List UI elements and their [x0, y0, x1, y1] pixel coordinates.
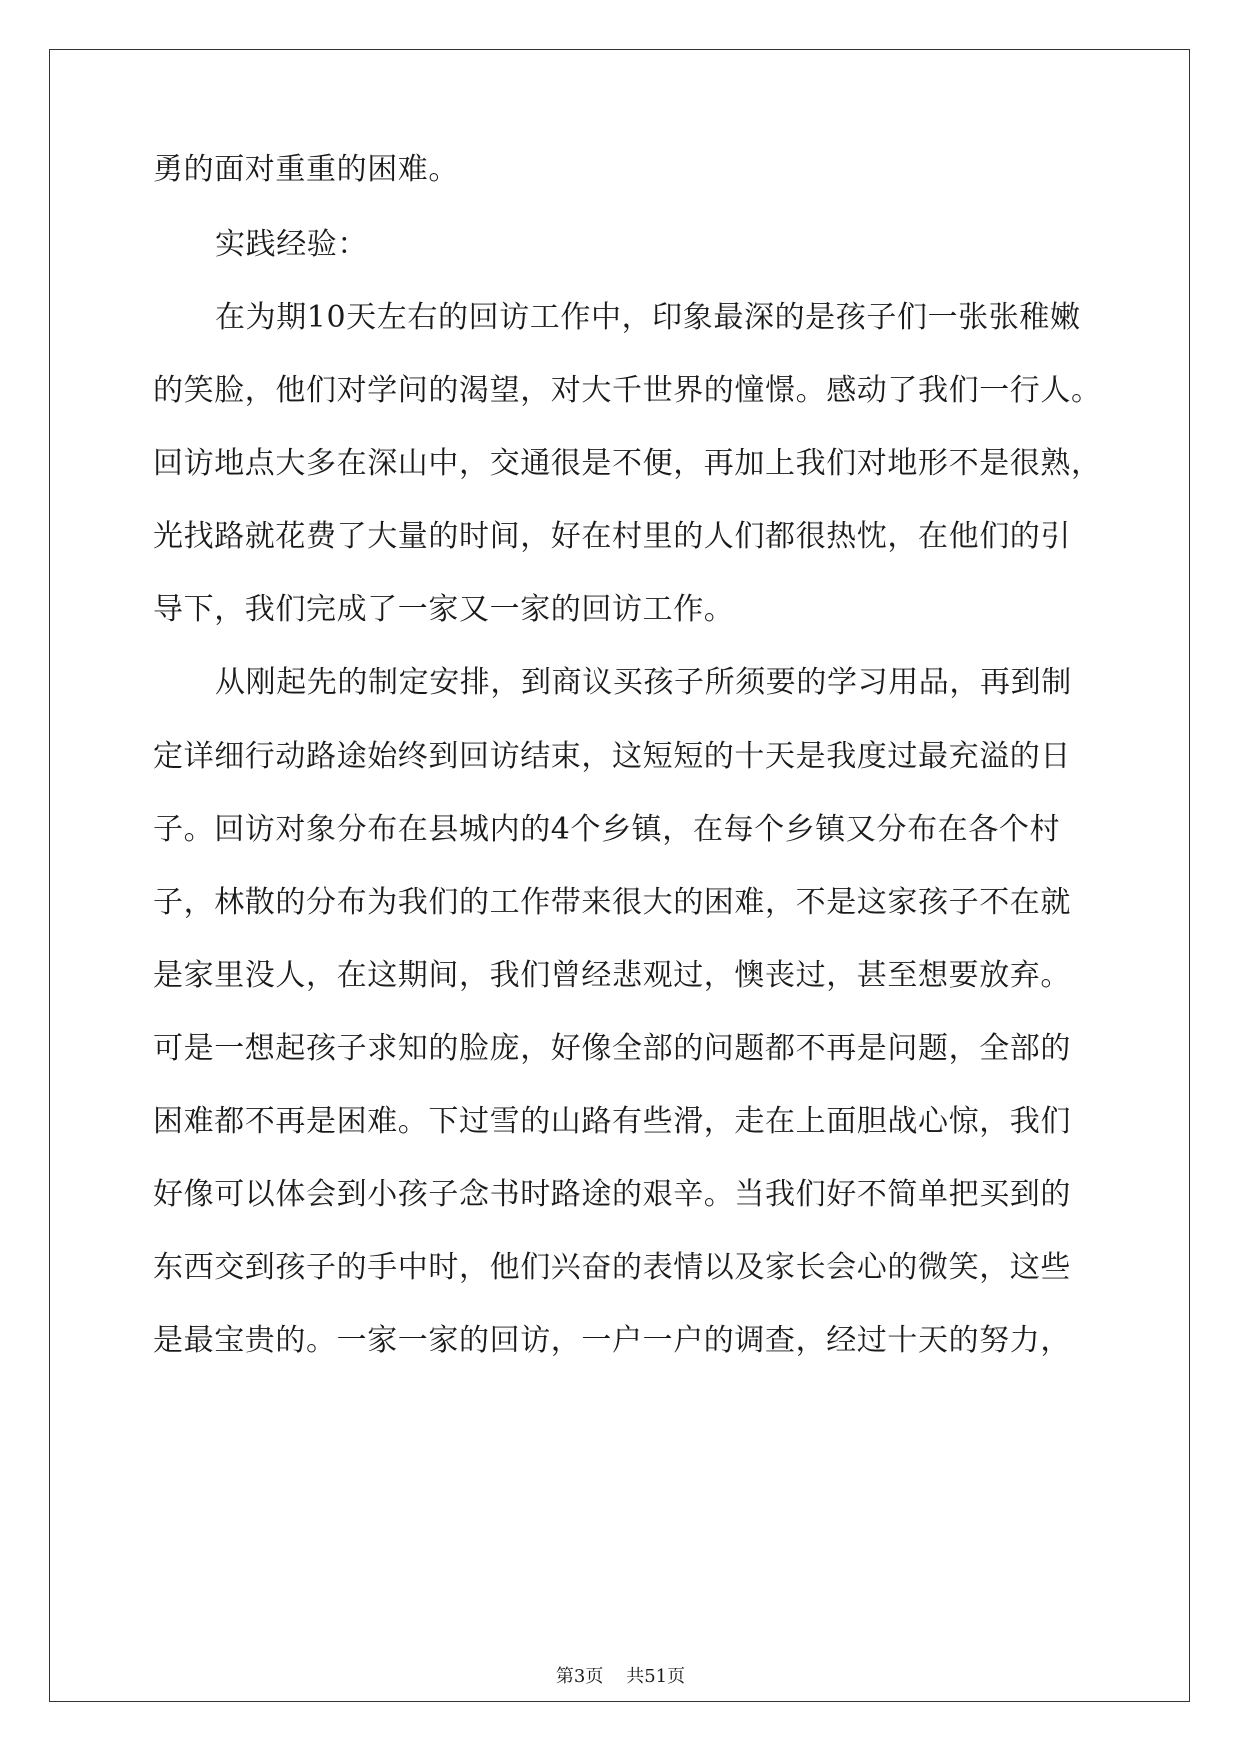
text-line: 从刚起先的制定安排，到商议买孩子所须要的学习用品，再到制 [215, 665, 1072, 700]
page-border [49, 49, 1190, 1702]
text-line: 定详细行动路途始终到回访结束，这短短的十天是我度过最充溢的日 [153, 739, 1071, 774]
text-line: 的笑脸，他们对学问的渴望，对大千世界的憧憬。感动了我们一行人。 [153, 373, 1102, 408]
text-line: 导下，我们完成了一家又一家的回访工作。 [153, 592, 735, 627]
section-heading: 实践经验： [215, 227, 368, 262]
text-line: 勇的面对重重的困难。 [153, 152, 459, 187]
page-footer [0, 1665, 1241, 1689]
page-number: 第3页 [555, 1666, 604, 1687]
text-line: 困难都不再是困难。下过雪的山路有些滑，走在上面胆战心惊，我们 [153, 1104, 1071, 1139]
text-line: 回访地点大多在深山中，交通很是不便，再加上我们对地形不是很熟， [153, 446, 1102, 481]
text-line: 好像可以体会到小孩子念书时路途的艰辛。当我们好不简单把买到的 [153, 1177, 1071, 1212]
page-total: 共51页 [626, 1666, 686, 1687]
text-line: 是最宝贵的。一家一家的回访，一户一户的调查，经过十天的努力， [153, 1323, 1071, 1358]
text-line: 子，林散的分布为我们的工作带来很大的困难，不是这家孩子不在就 [153, 885, 1071, 920]
text-line: 东西交到孩子的手中时，他们兴奋的表情以及家长会心的微笑，这些 [153, 1250, 1071, 1285]
text-line: 子。回访对象分布在县城内的4个乡镇，在每个乡镇又分布在各个村 [153, 812, 1061, 847]
text-line: 在为期10天左右的回访工作中，印象最深的是孩子们一张张稚嫩 [215, 300, 1081, 335]
text-line: 是家里没人，在这期间，我们曾经悲观过，懊丧过，甚至想要放弃。 [153, 958, 1071, 993]
text-line: 可是一想起孩子求知的脸庞，好像全部的问题都不再是问题，全部的 [153, 1031, 1071, 1066]
text-line: 光找路就花费了大量的时间，好在村里的人们都很热忱，在他们的引 [153, 519, 1071, 554]
